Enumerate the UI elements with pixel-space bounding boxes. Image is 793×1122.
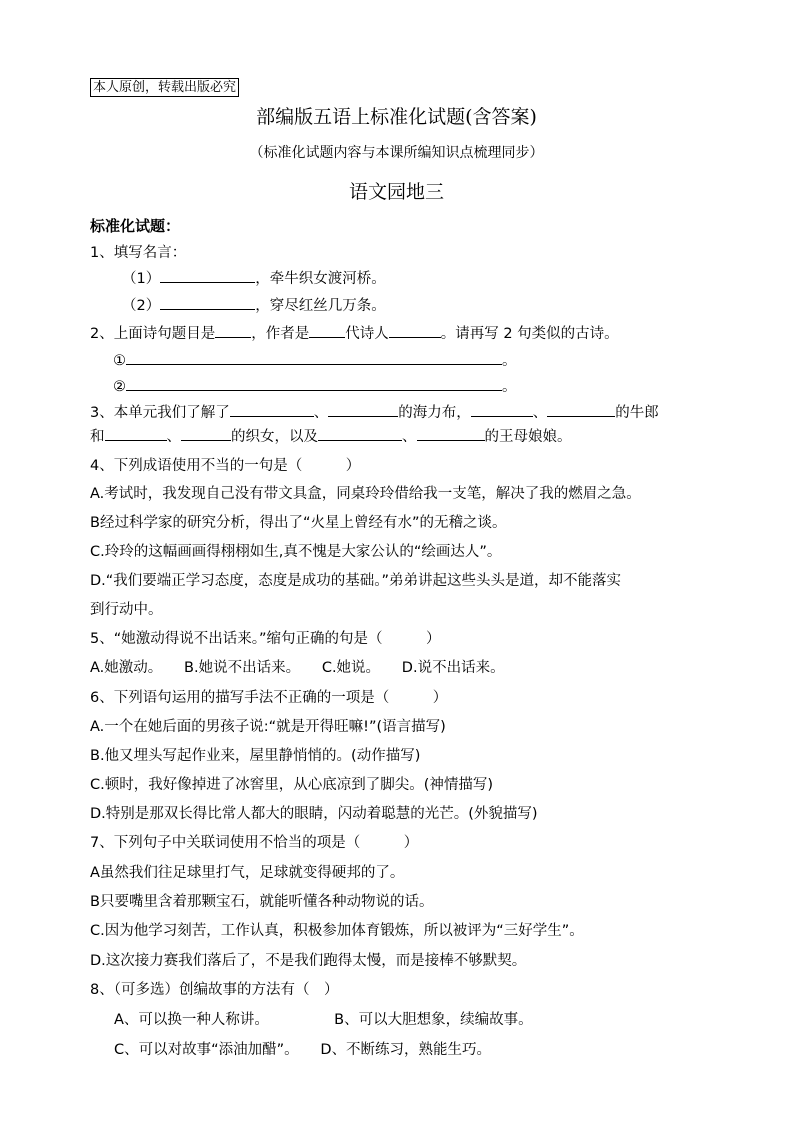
q1-line-2-number: （2） — [122, 298, 161, 314]
q6-stem: 6、下列语句运用的描写手法不正确的一项是（ ） — [90, 690, 448, 706]
q2-stem-part: ，作者是 — [251, 326, 310, 342]
q1-stem: 1、填写名言： — [90, 245, 187, 261]
q7-stem: 7、下列句子中关联词使用不恰当的项是（ ） — [90, 835, 419, 851]
fill-blank[interactable] — [309, 323, 345, 338]
fill-blank[interactable] — [547, 402, 615, 417]
q7-option-c: C.因为他学习刻苦，工作认真，积极参加体育锻炼，所以被评为“三好学生”。 — [90, 923, 584, 939]
q1-line-1-number: （1） — [122, 271, 161, 287]
fill-blank[interactable] — [126, 350, 502, 365]
q6-option-a: A.一个在她后面的男孩子说:“就是开得旺嘛!”(语言描写) — [90, 719, 446, 735]
q3-text: 的王母娘娘。 — [484, 429, 572, 445]
q2-stem — [90, 323, 619, 345]
q2-item-1-end: 。 — [502, 353, 517, 369]
q1-line-2-text: ，穿尽红丝几万条。 — [255, 298, 386, 314]
fill-blank[interactable] — [417, 426, 485, 441]
q2-stem-part: 。请再写 2 句类似的古诗。 — [440, 326, 619, 342]
fill-blank[interactable] — [160, 295, 255, 310]
q2-item-2-marker: ② — [113, 379, 126, 395]
q2-stem-part: 代诗人 — [345, 326, 389, 342]
fill-blank[interactable] — [471, 402, 533, 417]
q1-line-1 — [122, 268, 386, 290]
q3-text: 的海力布， — [398, 405, 471, 421]
q3-text: 、 — [166, 429, 181, 445]
q4-option-d: D.“我们要端正学习态度，态度是成功的基础。”弟弟讲起这些头头是道，却不能落实 — [90, 573, 622, 589]
fill-blank[interactable] — [215, 323, 251, 338]
q1-line-1-text: ，牵牛织女渡河桥。 — [255, 271, 386, 287]
fill-blank[interactable] — [160, 268, 255, 283]
q5-stem: 5、“她激动得说不出话来。”缩句正确的句是（ ） — [90, 631, 441, 647]
q4-option-a: A.考试时，我发现自己没有带文具盒，同桌玲玲借给我一支笔，解决了我的燃眉之急。 — [90, 486, 641, 502]
worksheet-subtitle: （标准化试题内容与本课所编知识点梳理同步） — [249, 145, 544, 161]
q2-item-1 — [113, 350, 517, 372]
fill-blank[interactable] — [318, 426, 402, 441]
worksheet-title: 部编版五语上标准化试题(含答案) — [256, 106, 537, 128]
fill-blank[interactable] — [328, 402, 398, 417]
q1-line-2 — [122, 295, 386, 317]
q3-line-2 — [90, 426, 572, 448]
q2-item-2 — [113, 376, 517, 398]
q3-text: 、 — [313, 405, 329, 421]
q3-text: 3、本单元我们了解了 — [90, 405, 230, 421]
q8-options-ab: A、可以换一种人称讲。 B、可以大胆想象，续编故事。 — [114, 1012, 533, 1028]
q2-item-2-end: 。 — [502, 379, 517, 395]
q4-option-b: B经过科学家的研究分析，得出了“火星上曾经有水”的无稽之谈。 — [90, 515, 507, 531]
fill-blank[interactable] — [105, 426, 167, 441]
q4-option-d-cont: 到行动中。 — [90, 602, 163, 618]
q8-stem: 8、（可多选）创编故事的方法有（ ） — [90, 982, 339, 998]
q6-option-c: C.顿时，我好像掉进了冰窖里，从心底凉到了脚尖。(神情描写) — [90, 777, 494, 793]
q2-stem-part: 2、上面诗句题目是 — [90, 326, 216, 342]
q4-option-c: C.玲玲的这幅画画得栩栩如生,真不愧是大家公认的“绘画达人”。 — [90, 544, 502, 560]
q3-text: 和 — [90, 429, 105, 445]
q5-options: A.她激动。 B.她说不出话来。 C.她说。 D.说不出话来。 — [90, 660, 505, 676]
q6-option-d: D.特别是那双长得比常人都大的眼睛，闪动着聪慧的光芒。(外貌描写) — [90, 806, 538, 822]
q8-options-cd: C、可以对故事“添油加醋”。 D、不断练习，熟能生巧。 — [114, 1042, 492, 1058]
q3-text: 、 — [532, 405, 548, 421]
q3-text: 、 — [402, 429, 417, 445]
q4-stem: 4、下列成语使用不当的一句是（ ） — [90, 458, 361, 474]
unit-title: 语文园地三 — [348, 181, 444, 203]
q6-option-b: B.他又埋头写起作业来，屋里静悄悄的。(动作描写) — [90, 748, 421, 764]
q3-line-1 — [90, 402, 659, 424]
q3-text: 的织女，以及 — [231, 429, 318, 445]
q2-item-1-marker: ① — [113, 353, 126, 369]
copyright-stamp: 本人原创，转载出版必究 — [90, 78, 239, 97]
fill-blank[interactable] — [181, 426, 231, 441]
fill-blank[interactable] — [230, 402, 314, 417]
fill-blank[interactable] — [126, 376, 502, 391]
q3-text: 的牛郎 — [615, 405, 659, 421]
q7-option-d: D.这次接力赛我们落后了，不是我们跑得太慢，而是接棒不够默契。 — [90, 953, 527, 969]
fill-blank[interactable] — [389, 323, 441, 338]
q7-option-a: A虽然我们往足球里打气，足球就变得硬邦的了。 — [90, 865, 405, 881]
section-heading: 标准化试题： — [90, 217, 181, 235]
q7-option-b: B只要嘴里含着那颗宝石，就能听懂各种动物说的话。 — [90, 894, 434, 910]
